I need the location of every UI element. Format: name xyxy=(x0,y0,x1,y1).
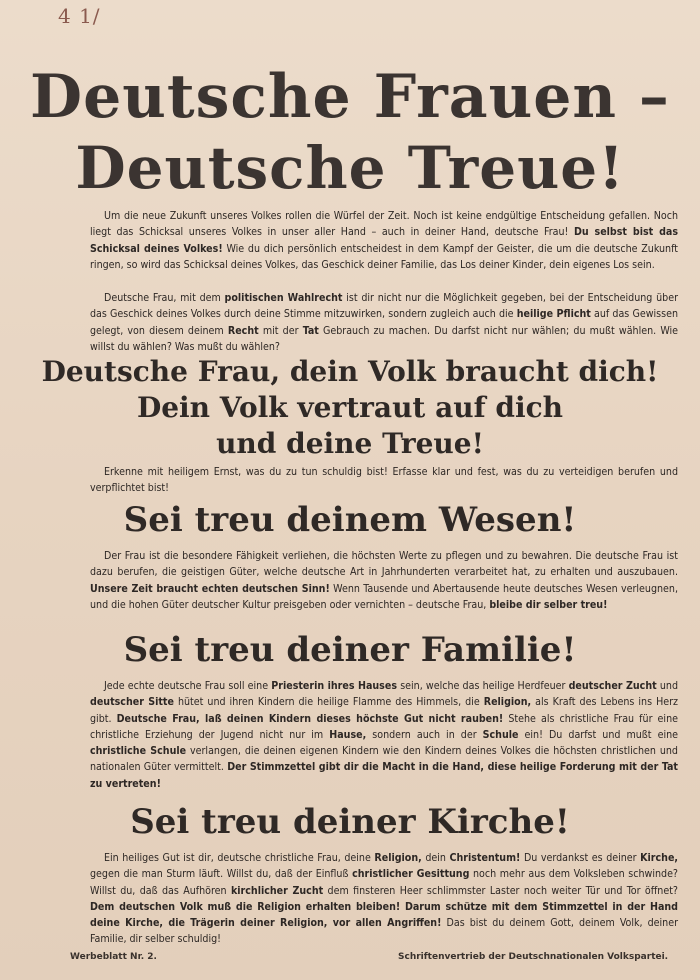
wesen-b: Wenn Tausende und Abertausende heute deutsches Wesen verleugnen, und die hohen Güter deutscher Kultur preisgeben oder vernichten – deutsche Frau, xyxy=(90,582,678,611)
kirche-bold5: kirchlicher Zucht xyxy=(230,884,324,897)
familie-bold4: Religion, xyxy=(483,696,532,709)
familie-e: als Kraft des Lebens ins Herz gibt. xyxy=(90,696,679,725)
heading-wesen: Sei treu deinem Wesen! xyxy=(123,500,577,540)
familie-bold3: deutscher Sitte xyxy=(90,696,174,709)
headline-volk-line-2: Dein Volk vertraut auf dich xyxy=(136,391,564,424)
paragraph-wesen xyxy=(90,548,678,613)
familie-h: ein! Du darfst und mußt eine xyxy=(524,728,678,741)
familie-d: hütet und ihren Kindern die heilige Flamme des Himmels, die xyxy=(177,696,480,709)
footer-leaflet-number: Werbeblatt Nr. 2. xyxy=(70,952,157,962)
intro-p2-bold3: Recht xyxy=(227,324,259,337)
intro-p2-bold1: politischen Wahlrecht xyxy=(224,292,343,304)
intro-p1-text: Um die neue Zukunft unseres Volkes rollen die Würfel der Zeit. Noch ist keine endgültige Entscheidung gefallen. Noch liegt das Schicksal unseres Volkes in unser aller Hand – auch in deiner Hand, deutsche Frau! xyxy=(90,210,678,239)
familie-a: Jede echte deutsche Frau soll eine xyxy=(104,680,269,692)
heading-kirche: Sei treu deiner Kirche! xyxy=(130,802,570,842)
intro-paragraph-1 xyxy=(90,208,678,273)
intro-p2-d: mit der xyxy=(262,324,299,337)
intro-p2-b: ist dir nicht nur die Möglichkeit gegeben, bei der Entscheidung über das Geschick deines Volkes durch deine Stimme mitzuwirken, sondern zugleich auch die xyxy=(90,292,678,321)
kirche-c: Du verdankst es deiner xyxy=(523,852,637,864)
kirche-f: dem finsteren Heer schlimmster Laster noch weiter Tür und Tor öffnet? xyxy=(327,884,678,897)
kirche-bold3: Kirche, xyxy=(640,852,679,864)
familie-bold9: Der Stimmzettel gibt dir die Macht in die Hand, diese heilige Forderung mit der Tat zu vertreten! xyxy=(90,761,678,790)
erkenne-text: Erkenne mit heiligem Ernst, was du zu tun schuldig bist! Erfasse klar und fest, was du zu verteidigen berufen und verpflichtet bist! xyxy=(90,466,678,495)
kirche-a: Ein heiliges Gut ist dir, deutsche christliche Frau, deine xyxy=(104,852,371,864)
wesen-bold1: Unsere Zeit braucht echten deutschen Sinn! xyxy=(90,582,330,595)
paragraph-familie xyxy=(90,678,678,792)
intro-p2-a: Deutsche Frau, mit dem xyxy=(104,292,221,304)
title-line-2: Deutsche Treue! xyxy=(75,134,625,202)
pencil-mark: 4 1/ xyxy=(58,4,101,28)
kirche-g: Das bist du deinem Gott, deinem Volk, deiner Familie, dir selber schuldig! xyxy=(90,917,678,946)
wesen-a: Der Frau ist die besondere Fähigkeit verliehen, die höchsten Werte zu pflegen und zu bewahren. Die deutsche Frau ist dazu berufen, die geistigen Güter, welche deutsche Art in Jahrhunderten verarbeitet hat, zu erhalten und auszubauen. xyxy=(90,550,678,579)
intro-p2-e: Gebrauch zu machen. Du darfst nicht nur wählen; du mußt wählen. Wie willst du wählen? Was mußt du wählen? xyxy=(90,324,679,353)
familie-bold1: Priesterin ihres Hauses xyxy=(271,680,397,692)
familie-bold6: Hause, xyxy=(329,728,367,741)
heading-familie: Sei treu deiner Familie! xyxy=(123,630,577,670)
familie-i: verlangen, die deinen eigenen Kindern wie den Kindern deines Volkes die höchsten christlichen und nationalen Güter vermittelt. xyxy=(90,745,678,774)
familie-f: Stehe als christliche Frau für eine christliche Erziehung der Jugend nicht nur im xyxy=(90,712,678,741)
intro-p2-bold4: Tat xyxy=(302,324,319,337)
kirche-e: noch mehr aus dem Volksleben schwinde? Willst du, daß das Aufhören xyxy=(90,868,678,897)
intro-p2-c: auf das Gewissen gelegt, von diesem deinem xyxy=(90,308,678,337)
familie-bold8: christliche Schule xyxy=(90,745,187,758)
kirche-bold2: Christentum! xyxy=(449,852,521,864)
familie-b: sein, welche das heilige Herdfeuer xyxy=(400,680,566,692)
familie-g: sondern auch in der xyxy=(372,728,477,741)
familie-bold5: Deutsche Frau, laß deinen Kindern dieses höchste Gut nicht rauben! xyxy=(116,712,504,725)
familie-bold7: Schule xyxy=(482,728,519,741)
intro-paragraph-2 xyxy=(90,290,678,355)
intro-p1-bold: Du selbst bist das Schicksal deines Volkes! xyxy=(90,226,678,255)
title-line-1: Deutsche Frauen – xyxy=(30,62,670,132)
wesen-bold2: bleibe dir selber treu! xyxy=(489,598,608,611)
kirche-b: dein xyxy=(425,852,446,864)
intro-p1-rest: Wie du dich persönlich entscheidest in dem Kampf der Geister, die um die deutsche Zukunft ringen, so wird das Schicksal deines Volkes, das Geschick deiner Familie, das Los deiner Kinder, dein eigenes Los sein. xyxy=(90,242,678,271)
kirche-bold4: christlicher Gesittung xyxy=(352,868,470,881)
familie-c: und xyxy=(659,680,678,692)
intro-p2-bold2: heilige Pflicht xyxy=(516,308,591,321)
kirche-bold6: Dem deutschen Volk muß die Religion erhalten bleiben! Darum schütze mit dem Stimmzettel in der Hand deine Kirche, die Trägerin deiner Religion, vor allen Angriffen! xyxy=(90,900,678,930)
paragraph-kirche xyxy=(90,850,678,948)
erkenne-paragraph xyxy=(90,464,678,497)
headline-volk-line-1: Deutsche Frau, dein Volk braucht dich! xyxy=(41,355,659,388)
kirche-bold1: Religion, xyxy=(374,852,422,864)
kirche-d: gegen die man Sturm läuft. Willst du, daß der Einfluß xyxy=(90,868,349,881)
familie-bold2: deutscher Zucht xyxy=(568,680,657,692)
headline-volk-line-3: und deine Treue! xyxy=(216,427,484,460)
footer-publisher: Schriftenvertrieb der Deutschnationalen Volkspartei. xyxy=(398,952,669,962)
